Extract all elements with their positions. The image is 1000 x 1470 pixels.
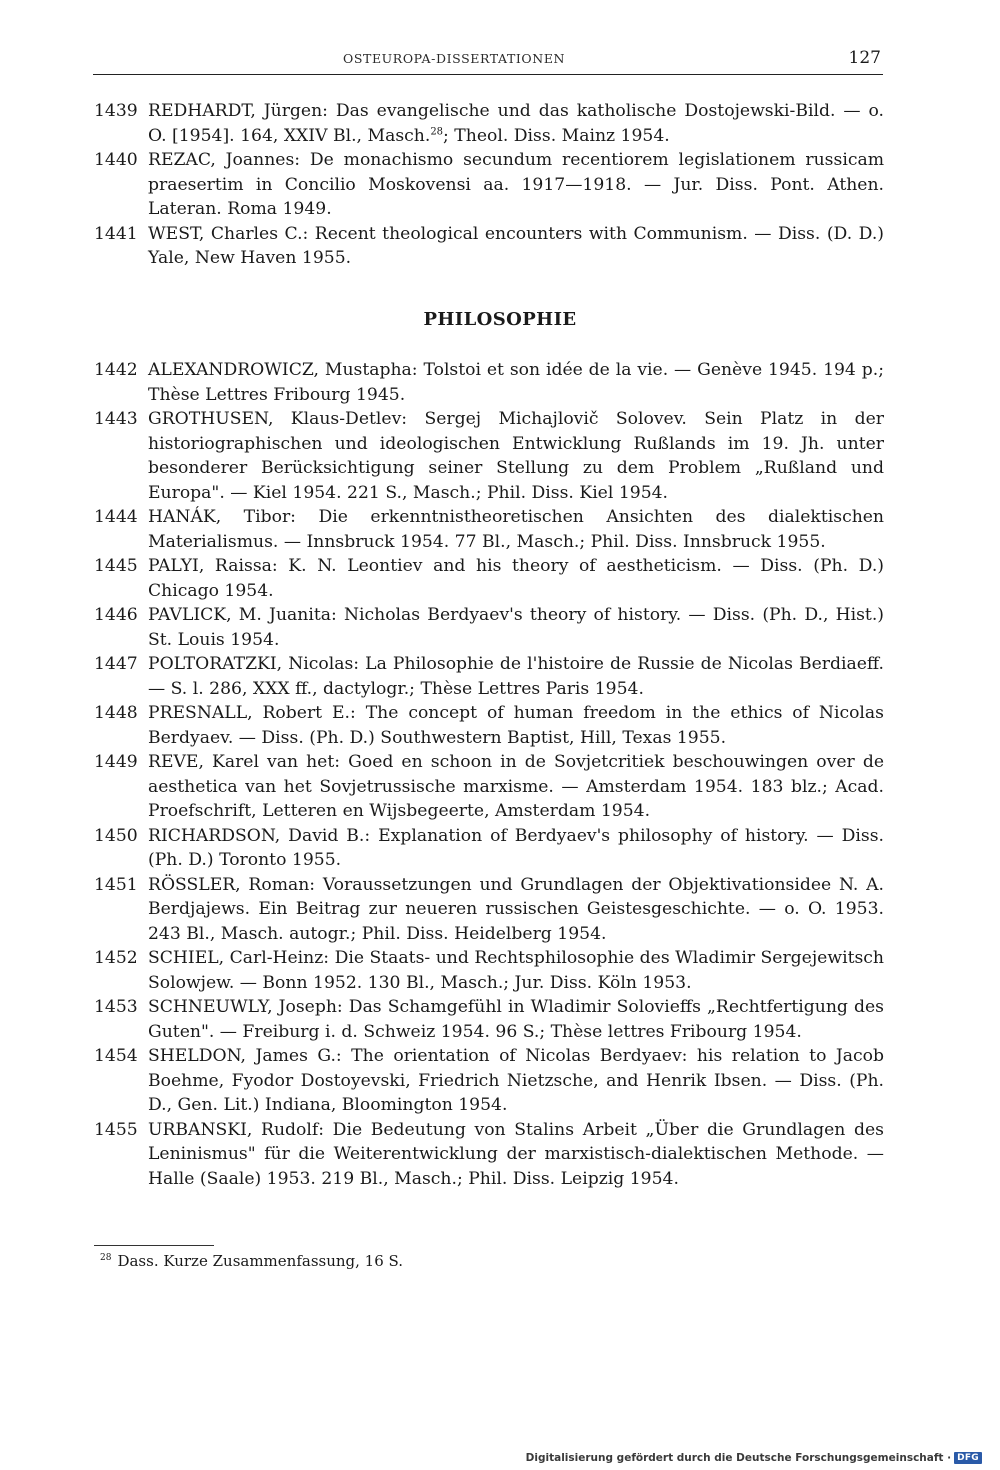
entry-text: ALEXANDROWICZ, Mustapha: Tolstoi et son idée de la vie. — Genève 1945. 194 p.; Thèse Lettres Fribourg 1945. [148, 360, 884, 405]
entry-number: 1453 [94, 997, 138, 1017]
funding-notice [526, 1452, 982, 1464]
entry-number: 1443 [94, 409, 138, 429]
entry-number: 1444 [94, 507, 138, 527]
entry-1447 [94, 652, 884, 701]
entry-1440 [94, 148, 884, 222]
entry-text: RICHARDSON, David B.: Explanation of Berdyaev's philosophy of history. — Diss. (Ph. D.) Toronto 1955. [148, 825, 884, 870]
entry-number: 1447 [94, 654, 138, 674]
footnote-divider [94, 1245, 214, 1246]
entry-text: RÖSSLER, Roman: Voraussetzungen und Grundlagen der Objektivationsidee N. A. Berdjajews. Ein Beitrag zur neueren russischen Geistesgeschichte. — o. O. 1953. 243 Bl., Masch. autogr.; Phil. Diss. Heidelberg 1954. [148, 874, 884, 944]
entry-number: 1448 [94, 703, 138, 723]
entry-text: REDHARDT, Jürgen: Das evangelische und das katholische Dostojewski-Bild. — o. O. [1954]. 164, XXIV Bl., Masch.$^{28}$; Theol. Diss. Mainz 1954. [148, 101, 884, 146]
entry-number: 1446 [94, 605, 138, 625]
entry-text: PRESNALL, Robert E.: The concept of human freedom in the ethics of Nicolas Berdyaev. — Diss. (Ph. D.) Southwestern Baptist, Hill, Texas 1955. [148, 703, 884, 748]
entry-1446 [94, 603, 884, 652]
entry-list-philosophy [94, 358, 884, 1191]
footnote-28 [100, 1251, 403, 1271]
footnote-ref[interactable]: 28 [430, 125, 444, 137]
section-heading-philosophie: PHILOSOPHIE [423, 309, 577, 330]
entry-1455 [94, 1118, 884, 1192]
entry-number: 1442 [94, 360, 138, 380]
entry-text: WEST, Charles C.: Recent theological encounters with Communism. — Diss. (D. D.) Yale, New Haven 1955. [148, 223, 884, 268]
entry-text: POLTORATZKI, Nicolas: La Philosophie de l'histoire de Russie de Nicolas Berdiaeff. — S. l. 286, XXX ff., dactylogr.; Thèse Lettres Paris 1954. [148, 654, 884, 699]
entry-number: 1440 [94, 150, 138, 170]
entry-1445 [94, 554, 884, 603]
entry-number: 1454 [94, 1046, 138, 1066]
entry-number: 1445 [94, 556, 138, 576]
page-header [93, 48, 883, 75]
entry-text: HANÁK, Tibor: Die erkenntnistheoretischen Ansichten des dialektischen Materialismus. — Innsbruck 1954. 77 Bl., Masch.; Phil. Diss. Innsbruck 1955. [148, 507, 884, 552]
entry-1452 [94, 946, 884, 995]
entry-1451 [94, 873, 884, 947]
entry-number: 1450 [94, 825, 138, 846]
entry-1443 [94, 407, 884, 505]
entry-text: GROTHUSEN, Klaus-Detlev: Sergej Michajlovič Solovev. Sein Platz in der historiographischen und ideologischen Entwicklung Rußlands im 19. Jh. unter besonderer Berücksichtigung seiner Stellung zu dem Problem „Rußland und Europa". — Kiel 1954. 221 S., Masch.; Phil. Diss. Kiel 1954. [148, 409, 884, 503]
funding-text: Digitalisierung gefördert durch die Deutsche Forschungsgemeinschaft · [525, 1452, 952, 1464]
entry-text: PALYI, Raissa: K. N. Leontiev and his theory of aestheticism. — Diss. (Ph. D.) Chicago 1954. [148, 556, 884, 601]
entry-text: REVE, Karel van het: Goed en schoon in de Sovjetcritiek beschouwingen over de aesthetica van het Sovjetrussische marxisme. — Amsterdam 1954. 183 blz.; Acad. Proefschrift, Letteren en Wijsbegeerte, Amsterdam 1954. [148, 752, 884, 821]
entry-number: 1441 [94, 223, 138, 244]
entry-1439 [94, 99, 884, 148]
entry-1441 [94, 222, 884, 271]
entry-1448 [94, 701, 884, 750]
entry-number: 1449 [94, 752, 138, 772]
page-number: 127 [848, 48, 881, 68]
entry-list-theology [94, 99, 884, 271]
footnote-marker: 28 [100, 1253, 112, 1263]
entry-text: REZAC, Joannes: De monachismo secundum recentiorem legislationem russicam praesertim in Concilio Moskovensi aa. 1917—1918. — Jur. Diss. Pont. Athen. Lateran. Roma 1949. [148, 150, 884, 219]
entry-text: URBANSKI, Rudolf: Die Bedeutung von Stalins Arbeit „Über die Grundlagen des Leninismus" für die Weiterentwicklung der marxistisch-dialektischen Methode. — Halle (Saale) 1953. 219 Bl., Masch.; Phil. Diss. Leipzig 1954. [148, 1119, 884, 1189]
entry-text: PAVLICK, M. Juanita: Nicholas Berdyaev's theory of history. — Diss. (Ph. D., Hist.) St. Louis 1954. [148, 605, 884, 650]
entry-number: 1452 [94, 948, 138, 968]
entry-1449 [94, 750, 884, 824]
footnote-text: Dass. Kurze Zusammenfassung, 16 S. [117, 1252, 404, 1270]
entry-1453 [94, 995, 884, 1044]
entry-1454 [94, 1044, 884, 1118]
entry-1442 [94, 358, 884, 407]
entry-number: 1455 [94, 1119, 138, 1140]
entry-number: 1439 [94, 101, 138, 121]
entry-text: SCHNEUWLY, Joseph: Das Schamgefühl in Wladimir Solovieffs „Rechtfertigung des Guten". — Freiburg i. d. Schweiz 1954. 96 S.; Thèse lettres Fribourg 1954. [148, 997, 884, 1042]
dfg-logo: DFG [954, 1452, 982, 1464]
entry-1450 [94, 824, 884, 873]
entry-number: 1451 [94, 874, 138, 895]
entry-text: SHELDON, James G.: The orientation of Nicolas Berdyaev: his relation to Jacob Boehme, Fyodor Dostoyevski, Friedrich Nietzsche, and Henrik Ibsen. — Diss. (Ph. D., Gen. Lit.) Indiana, Bloomington 1954. [148, 1046, 884, 1115]
entry-1444 [94, 505, 884, 554]
entry-text: SCHIEL, Carl-Heinz: Die Staats- und Rechtsphilosophie des Wladimir Sergejewitsch Solowjew. — Bonn 1952. 130 Bl., Masch.; Jur. Diss. Köln 1953. [148, 948, 884, 993]
running-title: OSTEUROPA-DISSERTATIONEN [343, 51, 566, 66]
